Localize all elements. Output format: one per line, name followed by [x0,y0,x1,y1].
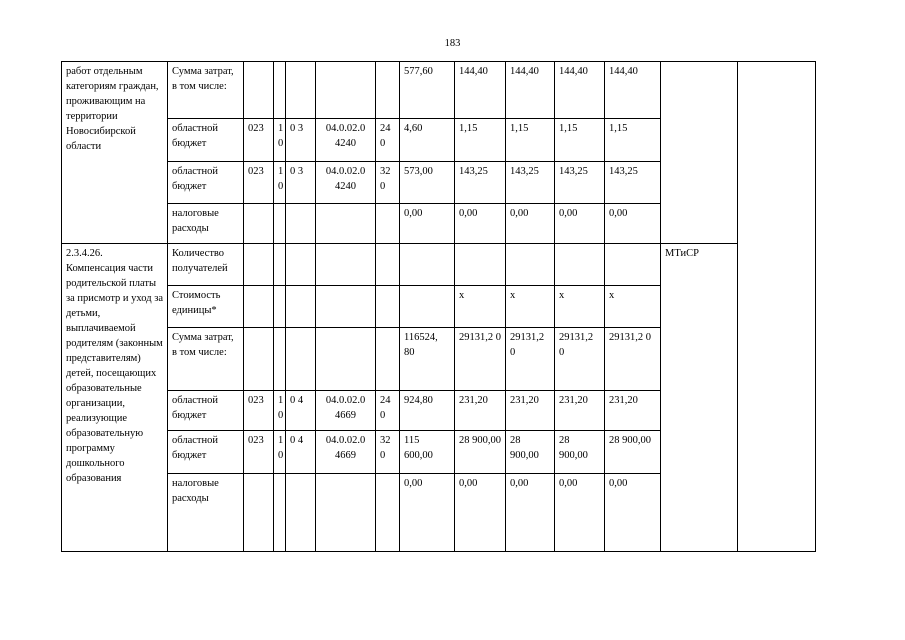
r-cell [274,62,286,119]
vr-cell [376,474,400,552]
y1-cell: 1,15 [455,119,506,162]
r-cell [274,474,286,552]
total-cell: 0,00 [400,474,455,552]
p-cell [286,204,316,244]
y3-cell: 143,25 [555,162,605,204]
y4-cell: 144,40 [605,62,661,119]
y3-cell: 231,20 [555,391,605,431]
total-cell: 4,60 [400,119,455,162]
vr-cell: 24 0 [376,119,400,162]
y1-cell: х [455,286,506,328]
y3-cell: 29131,2 0 [555,328,605,391]
y4-cell: 29131,2 0 [605,328,661,391]
total-cell: 0,00 [400,204,455,244]
indicator-cell: Сумма затрат, в том числе: [168,62,244,119]
indicator-cell: налоговые расходы [168,474,244,552]
y4-cell: 28 900,00 [605,431,661,474]
csr-cell: 04.0.02.0 4669 [316,431,376,474]
y4-cell: 0,00 [605,474,661,552]
csr-cell [316,474,376,552]
p-cell: 0 3 [286,162,316,204]
y2-cell [506,244,555,286]
code-cell [244,62,274,119]
p-cell [286,286,316,328]
csr-cell: 04.0.02.0 4240 [316,119,376,162]
y3-cell: 0,00 [555,474,605,552]
y3-cell: х [555,286,605,328]
csr-cell: 04.0.02.0 4669 [316,391,376,431]
csr-cell [316,286,376,328]
y1-cell [455,244,506,286]
page-number: 183 [444,38,461,49]
indicator-cell: областной бюджет [168,431,244,474]
y1-cell: 144,40 [455,62,506,119]
indicator-cell: Количество получателей [168,244,244,286]
code-cell: 023 [244,119,274,162]
r-cell [274,328,286,391]
y4-cell: 0,00 [605,204,661,244]
total-cell: 924,80 [400,391,455,431]
measure-description-cell: работ отдельным категориям граждан, проживающим на территории Новосибирской области [62,62,168,244]
total-cell: 573,00 [400,162,455,204]
y2-cell: 0,00 [506,204,555,244]
executor-cell [661,62,738,244]
r-cell: 1 0 [274,391,286,431]
vr-cell [376,286,400,328]
result-cell [738,62,816,552]
p-cell: 0 4 [286,391,316,431]
vr-cell: 32 0 [376,431,400,474]
p-cell: 0 3 [286,119,316,162]
total-cell: 115 600,00 [400,431,455,474]
code-cell [244,204,274,244]
p-cell: 0 4 [286,431,316,474]
table-row [62,244,816,286]
code-cell [244,244,274,286]
csr-cell: 04.0.02.0 4240 [316,162,376,204]
total-cell: 116524, 80 [400,328,455,391]
budget-table [61,61,816,552]
csr-cell [316,328,376,391]
indicator-cell: налоговые расходы [168,204,244,244]
csr-cell [316,204,376,244]
y1-cell: 143,25 [455,162,506,204]
vr-cell [376,62,400,119]
y4-cell: 143,25 [605,162,661,204]
vr-cell: 24 0 [376,391,400,431]
total-cell [400,244,455,286]
code-cell [244,474,274,552]
y2-cell: 143,25 [506,162,555,204]
y3-cell: 0,00 [555,204,605,244]
y2-cell: 231,20 [506,391,555,431]
vr-cell [376,204,400,244]
y4-cell: 231,20 [605,391,661,431]
p-cell [286,62,316,119]
indicator-cell: Сумма затрат, в том числе: [168,328,244,391]
y2-cell: 28 900,00 [506,431,555,474]
csr-cell [316,62,376,119]
y4-cell: 1,15 [605,119,661,162]
p-cell [286,244,316,286]
y2-cell: 0,00 [506,474,555,552]
y2-cell: 144,40 [506,62,555,119]
r-cell [274,244,286,286]
table-row [62,62,816,119]
y1-cell: 28 900,00 [455,431,506,474]
y3-cell: 1,15 [555,119,605,162]
indicator-cell: областной бюджет [168,391,244,431]
p-cell [286,328,316,391]
y1-cell: 0,00 [455,204,506,244]
indicator-cell: Стоимость единицы* [168,286,244,328]
y2-cell: 1,15 [506,119,555,162]
y4-cell: х [605,286,661,328]
total-cell: 577,60 [400,62,455,119]
y2-cell: х [506,286,555,328]
r-cell: 1 0 [274,162,286,204]
total-cell [400,286,455,328]
r-cell [274,286,286,328]
vr-cell [376,328,400,391]
r-cell: 1 0 [274,119,286,162]
y1-cell: 0,00 [455,474,506,552]
y1-cell: 29131,2 0 [455,328,506,391]
r-cell [274,204,286,244]
csr-cell [316,244,376,286]
code-cell: 023 [244,431,274,474]
vr-cell: 32 0 [376,162,400,204]
y4-cell [605,244,661,286]
y3-cell: 144,40 [555,62,605,119]
vr-cell [376,244,400,286]
r-cell: 1 0 [274,431,286,474]
code-cell: 023 [244,162,274,204]
indicator-cell: областной бюджет [168,162,244,204]
p-cell [286,474,316,552]
y1-cell: 231,20 [455,391,506,431]
y2-cell: 29131,2 0 [506,328,555,391]
y3-cell: 28 900,00 [555,431,605,474]
code-cell: 023 [244,391,274,431]
indicator-cell: областной бюджет [168,119,244,162]
y3-cell [555,244,605,286]
executor-cell: МТиСР [661,244,738,552]
code-cell [244,328,274,391]
code-cell [244,286,274,328]
table-body [62,62,816,552]
measure-description-cell: 2.3.4.26. Компенсация части родительской платы за присмотр и уход за детьми, выплачиваемой родителям (законным представителям) детей, посещающих образовательные организации, реализующие образовательную программу дошкольного образования [62,244,168,552]
